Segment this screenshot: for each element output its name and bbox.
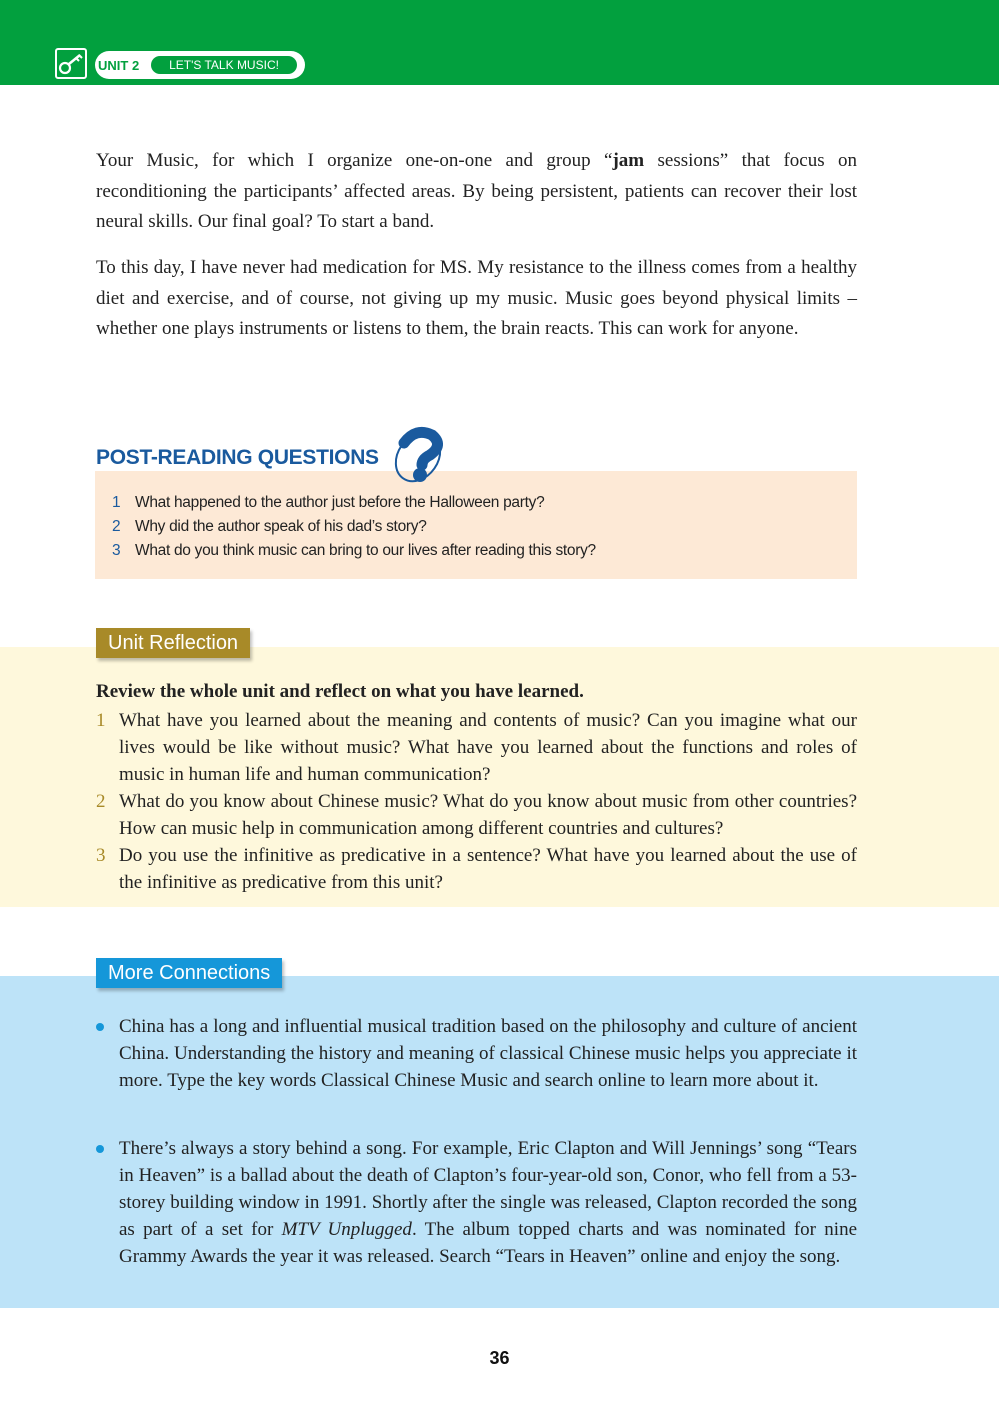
reflection-lead: Review the whole unit and reflect on what you have learned. — [96, 681, 584, 702]
key-icon — [55, 48, 87, 79]
page-number: 36 — [489, 1348, 510, 1368]
question-2: 2 Why did the author speak of his dad’s story? — [112, 518, 427, 535]
bullet-icon — [96, 1145, 104, 1153]
unit-label: UNIT 2 — [98, 58, 140, 73]
question-1: 1 What happened to the author just before the Halloween party? — [112, 494, 545, 511]
body-paragraph-1: Your Music, for which I organize one-on-one and group “jam sessions” that focus on reconditioning the participants’ affected areas. By being persistent, patients can recover their lost neural skills. Our final goal? To start a band. — [96, 150, 857, 232]
question-mark-icon — [388, 425, 448, 485]
more-connections-title: More Connections — [96, 958, 282, 988]
reflection-item-1: 1 What have you learned about the meaning and contents of music? Can you imagine what our lives would be like without music? What have you learned about the functions and roles of music in human life and human communication? — [96, 710, 857, 785]
connection-item-1: China has a long and influential musical tradition based on the philosophy and culture of ancient China. Understanding the history and meaning of classical Chinese music helps you appreciate it more. Type the key words Classical Chinese Music and search online to learn more about it. — [96, 1013, 857, 1094]
question-3: 3 What do you think music can bring to our lives after reading this story? — [112, 542, 596, 559]
connection-item-2: There’s always a story behind a song. For example, Eric Clapton and Will Jennings’ song “Tears in Heaven” is a ballad about the death of Clapton’s four-year-old son, Conor, who fell from a 53-storey building window in 1991. Shortly after the single was released, Clapton recorded the song as part of a set for MTV Unplugged. The album topped charts and was nominated for nine Grammy Awards the year it was released. Search “Tears in Heaven” online and enjoy the song. — [96, 1135, 857, 1270]
bold-term: jam — [612, 150, 645, 171]
body-paragraph-2: To this day, I have never had medication for MS. My resistance to the illness comes from a healthy diet and exercise, and of course, not giving up my music. Music goes beyond physical limits – whether one plays instruments or listens to them, the brain reacts. This can work for anyone. — [96, 257, 857, 339]
unit-reflection-title: Unit Reflection — [96, 628, 250, 658]
unit-title: LET'S TALK MUSIC! — [151, 56, 297, 74]
post-reading-title: POST-READING QUESTIONS — [96, 446, 379, 469]
reflection-item-2: 2 What do you know about Chinese music? What do you know about music from other countries? How can music help in communication among different countries and cultures? — [96, 791, 857, 839]
reflection-item-3: 3 Do you use the infinitive as predicative in a sentence? What have you learned about the use of the infinitive as predicative from this unit? — [96, 845, 857, 893]
bullet-icon — [96, 1023, 104, 1031]
